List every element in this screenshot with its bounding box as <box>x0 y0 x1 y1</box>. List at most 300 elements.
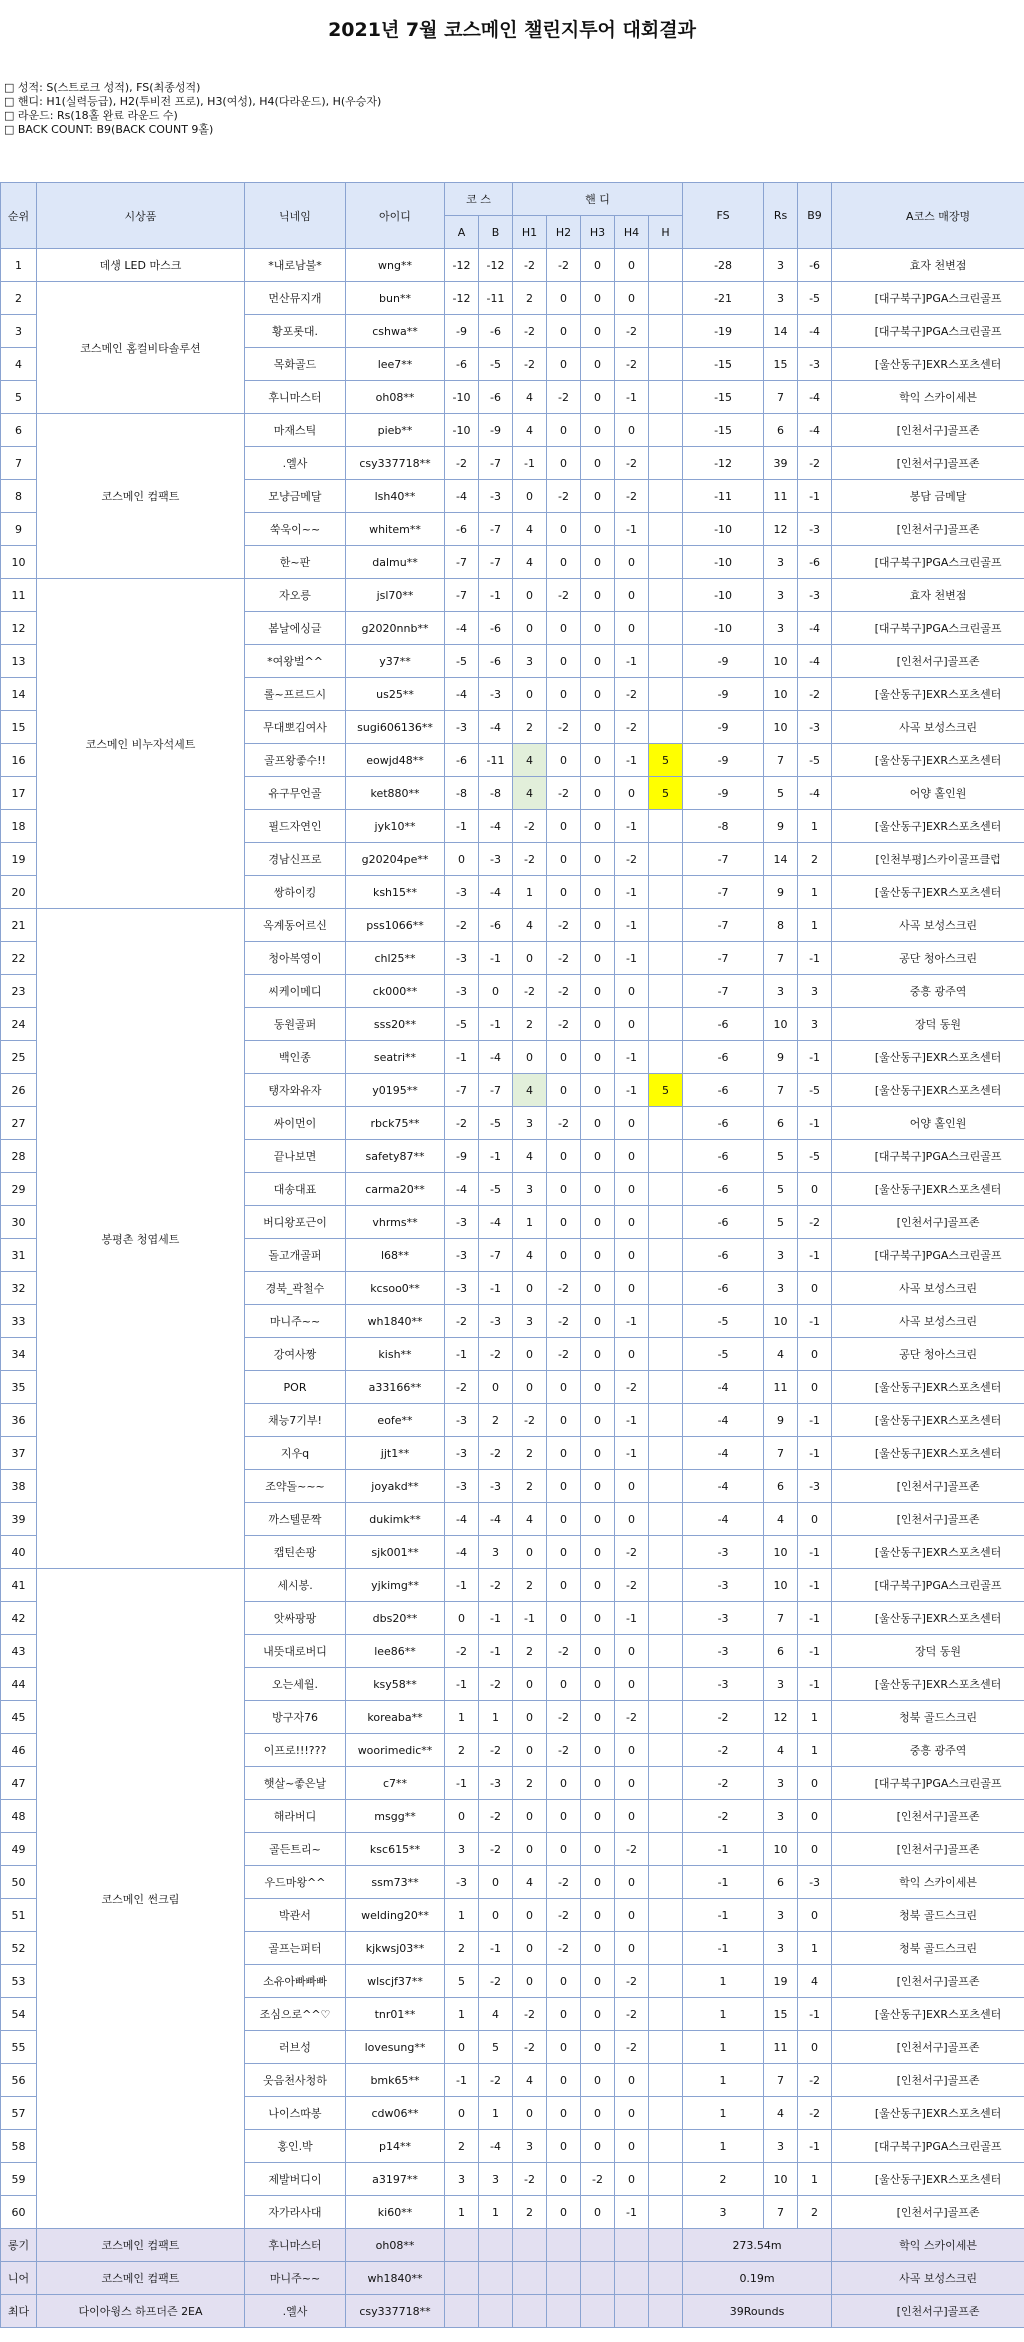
cell-id: a3197** <box>346 2163 445 2196</box>
cell-b9: -2 <box>798 678 832 711</box>
cell-h4: -2 <box>615 315 649 348</box>
cell-rank: 41 <box>1 1569 37 1602</box>
cell-b9: 1 <box>798 1932 832 1965</box>
cell-h4: -1 <box>615 810 649 843</box>
cell-award: 니어 <box>1 2262 37 2295</box>
cell-rank: 32 <box>1 1272 37 1305</box>
cell-store: [인천서구]골프존 <box>832 1833 1024 1866</box>
cell-h1: 0 <box>513 1338 547 1371</box>
cell-rs: 9 <box>764 1041 798 1074</box>
cell-h4: -1 <box>615 942 649 975</box>
cell-id: tnr01** <box>346 1998 445 2031</box>
cell-fs: -9 <box>683 711 764 744</box>
cell-h4: -1 <box>615 909 649 942</box>
cell-h4: -2 <box>615 843 649 876</box>
cell-nickname: 쌍하이킹 <box>245 876 346 909</box>
cell-h <box>649 1635 683 1668</box>
cell-fs: -4 <box>683 1371 764 1404</box>
cell-a: 3 <box>445 1833 479 1866</box>
cell-nickname: 목화골드 <box>245 348 346 381</box>
cell-store: [인천서구]골프존 <box>832 1206 1024 1239</box>
cell-store: [인천서구]골프존 <box>832 447 1024 480</box>
cell-empty <box>581 2295 615 2328</box>
cell-nickname: 탱자와유자 <box>245 1074 346 1107</box>
cell-h4: 0 <box>615 546 649 579</box>
cell-id: ket880** <box>346 777 445 810</box>
cell-b: -1 <box>479 1602 513 1635</box>
cell-fs: 1 <box>683 2130 764 2163</box>
cell-h1: 0 <box>513 1833 547 1866</box>
cell-rank: 39 <box>1 1503 37 1536</box>
cell-h <box>649 1569 683 1602</box>
cell-store: 공단 청아스크린 <box>832 942 1024 975</box>
cell-h1: 3 <box>513 2130 547 2163</box>
cell-b: -8 <box>479 777 513 810</box>
cell-h3: 0 <box>581 1107 615 1140</box>
cell-b: -1 <box>479 942 513 975</box>
cell-prize: 코스메인 비누자석세트 <box>37 579 245 909</box>
cell-store: 효자 천변점 <box>832 579 1024 612</box>
cell-b9: 0 <box>798 1833 832 1866</box>
cell-h3: 0 <box>581 579 615 612</box>
cell-nickname: 후니마스터 <box>245 381 346 414</box>
cell-rank: 47 <box>1 1767 37 1800</box>
cell-id: lee86** <box>346 1635 445 1668</box>
cell-a: -12 <box>445 249 479 282</box>
cell-h4: 0 <box>615 249 649 282</box>
cell-h4: 0 <box>615 414 649 447</box>
cell-rank: 5 <box>1 381 37 414</box>
cell-h3: 0 <box>581 744 615 777</box>
cell-b: -6 <box>479 381 513 414</box>
cell-nickname: 싸이먼이 <box>245 1107 346 1140</box>
cell-h2: 0 <box>547 1503 581 1536</box>
cell-rank: 27 <box>1 1107 37 1140</box>
cell-h2: -2 <box>547 1734 581 1767</box>
cell-id: rbck75** <box>346 1107 445 1140</box>
cell-b9: -5 <box>798 1140 832 1173</box>
cell-rank: 42 <box>1 1602 37 1635</box>
cell-b: -2 <box>479 2064 513 2097</box>
cell-empty <box>513 2229 547 2262</box>
cell-rs: 3 <box>764 1800 798 1833</box>
cell-a: -1 <box>445 1767 479 1800</box>
cell-h1: 0 <box>513 579 547 612</box>
cell-store: 장덕 동원 <box>832 1008 1024 1041</box>
cell-h3: 0 <box>581 2196 615 2229</box>
cell-h3: 0 <box>581 678 615 711</box>
cell-fs: -2 <box>683 1767 764 1800</box>
cell-h2: -2 <box>547 1701 581 1734</box>
cell-a: 0 <box>445 1800 479 1833</box>
cell-h3: 0 <box>581 1437 615 1470</box>
legend <box>0 81 1024 182</box>
cell-b: 1 <box>479 1701 513 1734</box>
cell-h <box>649 513 683 546</box>
cell-fs: -10 <box>683 579 764 612</box>
cell-h4: 0 <box>615 1503 649 1536</box>
cell-b9: 0 <box>798 1800 832 1833</box>
cell-id: jsl70** <box>346 579 445 612</box>
cell-h2: 0 <box>547 1404 581 1437</box>
cell-h1: -1 <box>513 447 547 480</box>
cell-h4: 0 <box>615 1668 649 1701</box>
cell-b9: -1 <box>798 2130 832 2163</box>
cell-id: wh1840** <box>346 1305 445 1338</box>
cell-nickname: 자가라사대 <box>245 2196 346 2229</box>
cell-rs: 10 <box>764 2163 798 2196</box>
cell-h2: 0 <box>547 678 581 711</box>
cell-rs: 7 <box>764 1602 798 1635</box>
cell-nickname: 유구무언골 <box>245 777 346 810</box>
cell-empty <box>547 2229 581 2262</box>
cell-h <box>649 1965 683 1998</box>
special-row <box>1 2262 1024 2295</box>
cell-h <box>649 480 683 513</box>
cell-h3: 0 <box>581 1503 615 1536</box>
cell-a: 1 <box>445 2196 479 2229</box>
cell-h <box>649 1503 683 1536</box>
cell-h4: -2 <box>615 348 649 381</box>
cell-h2: -2 <box>547 480 581 513</box>
legend-score: □ 성적: S(스트로크 성적), FS(최종성적) <box>4 81 201 94</box>
cell-store: [울산동구]EXR스포츠센터 <box>832 1536 1024 1569</box>
cell-h1: 0 <box>513 1371 547 1404</box>
cell-h <box>649 414 683 447</box>
cell-fs: -3 <box>683 1602 764 1635</box>
cell-h2: 0 <box>547 1833 581 1866</box>
cell-h4: 0 <box>615 1635 649 1668</box>
cell-rank: 12 <box>1 612 37 645</box>
cell-store: [울산동구]EXR스포츠센터 <box>832 1074 1024 1107</box>
cell-rank: 59 <box>1 2163 37 2196</box>
cell-record: 39Rounds <box>683 2295 832 2328</box>
cell-h4: -1 <box>615 744 649 777</box>
cell-h <box>649 2130 683 2163</box>
cell-h2: -2 <box>547 711 581 744</box>
cell-h <box>649 315 683 348</box>
cell-h2: 0 <box>547 1767 581 1800</box>
cell-rs: 10 <box>764 1569 798 1602</box>
cell-rank: 28 <box>1 1140 37 1173</box>
cell-nickname: 롤~프르드시 <box>245 678 346 711</box>
cell-h1: 0 <box>513 1800 547 1833</box>
cell-nickname: 세시봉. <box>245 1569 346 1602</box>
cell-b: 3 <box>479 1536 513 1569</box>
cell-b: -1 <box>479 1008 513 1041</box>
cell-id: woorimedic** <box>346 1734 445 1767</box>
cell-id: sss20** <box>346 1008 445 1041</box>
cell-rank: 24 <box>1 1008 37 1041</box>
cell-b9: -1 <box>798 1536 832 1569</box>
cell-h3: 0 <box>581 612 615 645</box>
cell-empty <box>581 2229 615 2262</box>
cell-fs: -1 <box>683 1833 764 1866</box>
cell-h4: 0 <box>615 2130 649 2163</box>
cell-prize: 코스메인 컴팩트 <box>37 2229 245 2262</box>
cell-b: 5 <box>479 2031 513 2064</box>
cell-b9: -1 <box>798 1569 832 1602</box>
cell-store: 공단 청아스크린 <box>832 1338 1024 1371</box>
cell-b: -7 <box>479 447 513 480</box>
cell-h2: 0 <box>547 1668 581 1701</box>
cell-h4: 0 <box>615 1338 649 1371</box>
cell-rs: 7 <box>764 2196 798 2229</box>
cell-prize: 코스메인 홈컬비타솔루션 <box>37 282 245 414</box>
cell-rank: 52 <box>1 1932 37 1965</box>
cell-h1: 2 <box>513 711 547 744</box>
cell-store: 사곡 보성스크린 <box>832 1305 1024 1338</box>
cell-h3: 0 <box>581 942 615 975</box>
cell-fs: -10 <box>683 546 764 579</box>
cell-id: lovesung** <box>346 2031 445 2064</box>
cell-rs: 8 <box>764 909 798 942</box>
cell-rs: 12 <box>764 513 798 546</box>
cell-h2: -2 <box>547 579 581 612</box>
cell-a: 2 <box>445 2130 479 2163</box>
cell-b: -3 <box>479 1305 513 1338</box>
cell-h4: 0 <box>615 2064 649 2097</box>
cell-rank: 30 <box>1 1206 37 1239</box>
cell-a: 0 <box>445 2031 479 2064</box>
cell-id: sugi606136** <box>346 711 445 744</box>
cell-h1: 0 <box>513 942 547 975</box>
header-store: A코스 매장명 <box>832 183 1024 249</box>
cell-a: -7 <box>445 579 479 612</box>
cell-h1: 4 <box>513 414 547 447</box>
cell-a: -7 <box>445 546 479 579</box>
cell-fs: -3 <box>683 1536 764 1569</box>
cell-store: 어양 홀인원 <box>832 1107 1024 1140</box>
cell-fs: 2 <box>683 2163 764 2196</box>
cell-rank: 6 <box>1 414 37 447</box>
cell-h2: 0 <box>547 348 581 381</box>
cell-h4: 0 <box>615 777 649 810</box>
cell-h <box>649 678 683 711</box>
cell-rank: 34 <box>1 1338 37 1371</box>
cell-b9: 0 <box>798 1767 832 1800</box>
cell-id: msgg** <box>346 1800 445 1833</box>
header-course: 코 스 <box>445 183 513 216</box>
cell-h3: 0 <box>581 810 615 843</box>
cell-rank: 53 <box>1 1965 37 1998</box>
cell-b9: -4 <box>798 777 832 810</box>
cell-h1: 1 <box>513 1206 547 1239</box>
cell-h <box>649 381 683 414</box>
cell-fs: -19 <box>683 315 764 348</box>
cell-h1: -2 <box>513 249 547 282</box>
cell-h4: -1 <box>615 645 649 678</box>
cell-store: 청북 골드스크린 <box>832 1899 1024 1932</box>
cell-h4: -2 <box>615 480 649 513</box>
cell-store: 중흥 광주역 <box>832 975 1024 1008</box>
cell-rank: 36 <box>1 1404 37 1437</box>
cell-h4: -1 <box>615 876 649 909</box>
cell-b9: -1 <box>798 1107 832 1140</box>
cell-h3: 0 <box>581 1371 615 1404</box>
cell-h2: -2 <box>547 1932 581 1965</box>
cell-b: -7 <box>479 513 513 546</box>
cell-h1: 0 <box>513 1965 547 1998</box>
cell-b: -5 <box>479 1173 513 1206</box>
cell-a: -5 <box>445 1008 479 1041</box>
cell-h4: 0 <box>615 1800 649 1833</box>
cell-h3: 0 <box>581 975 615 1008</box>
cell-store: [울산동구]EXR스포츠센터 <box>832 876 1024 909</box>
cell-empty <box>649 2229 683 2262</box>
cell-fs: -6 <box>683 1140 764 1173</box>
cell-b9: 1 <box>798 909 832 942</box>
cell-rs: 5 <box>764 1206 798 1239</box>
cell-rank: 1 <box>1 249 37 282</box>
cell-h1: 2 <box>513 1767 547 1800</box>
cell-fs: -2 <box>683 1734 764 1767</box>
cell-h3: 0 <box>581 1866 615 1899</box>
cell-fs: -1 <box>683 1899 764 1932</box>
cell-nickname: 봄날에싱글 <box>245 612 346 645</box>
cell-id: ssm73** <box>346 1866 445 1899</box>
cell-rs: 3 <box>764 579 798 612</box>
cell-h2: 0 <box>547 2163 581 2196</box>
cell-h2: 0 <box>547 1602 581 1635</box>
cell-h2: 0 <box>547 1965 581 1998</box>
cell-store: [대구북구]PGA스크린골프 <box>832 2130 1024 2163</box>
header-nickname: 닉네임 <box>245 183 346 249</box>
cell-b9: -2 <box>798 2064 832 2097</box>
cell-b: 1 <box>479 2196 513 2229</box>
cell-h <box>649 1371 683 1404</box>
cell-id: oh08** <box>346 2229 445 2262</box>
cell-b: -4 <box>479 1206 513 1239</box>
cell-store: 청북 골드스크린 <box>832 1932 1024 1965</box>
cell-h3: 0 <box>581 1767 615 1800</box>
cell-h2: 0 <box>547 1371 581 1404</box>
cell-h4: -2 <box>615 1536 649 1569</box>
cell-b9: -3 <box>798 711 832 744</box>
cell-h3: 0 <box>581 1602 615 1635</box>
cell-id: jyk10** <box>346 810 445 843</box>
cell-store: [울산동구]EXR스포츠센터 <box>832 1173 1024 1206</box>
cell-id: lee7** <box>346 348 445 381</box>
cell-nickname: 자오릉 <box>245 579 346 612</box>
cell-h3: 0 <box>581 2097 615 2130</box>
cell-store: [울산동구]EXR스포츠센터 <box>832 1404 1024 1437</box>
cell-h3: 0 <box>581 282 615 315</box>
cell-fs: -7 <box>683 942 764 975</box>
cell-rs: 3 <box>764 1899 798 1932</box>
cell-h <box>649 1140 683 1173</box>
cell-a: 2 <box>445 1932 479 1965</box>
cell-h4: -1 <box>615 381 649 414</box>
cell-store: [울산동구]EXR스포츠센터 <box>832 678 1024 711</box>
cell-rs: 10 <box>764 678 798 711</box>
cell-h4: 0 <box>615 1470 649 1503</box>
cell-nickname: 햇살~좋은날 <box>245 1767 346 1800</box>
cell-store: [인천서구]골프존 <box>832 414 1024 447</box>
cell-fs: -8 <box>683 810 764 843</box>
cell-h4: -2 <box>615 1998 649 2031</box>
cell-rs: 12 <box>764 1701 798 1734</box>
cell-b: -6 <box>479 909 513 942</box>
cell-h1: 2 <box>513 1008 547 1041</box>
cell-h <box>649 1668 683 1701</box>
cell-rank: 15 <box>1 711 37 744</box>
cell-h2: 0 <box>547 810 581 843</box>
cell-a: -10 <box>445 381 479 414</box>
cell-rank: 45 <box>1 1701 37 1734</box>
cell-rs: 3 <box>764 2130 798 2163</box>
cell-h3: 0 <box>581 1140 615 1173</box>
cell-a: 1 <box>445 1998 479 2031</box>
cell-h2: -2 <box>547 1107 581 1140</box>
cell-a: -4 <box>445 480 479 513</box>
cell-fs: -28 <box>683 249 764 282</box>
cell-h2: 0 <box>547 513 581 546</box>
cell-rs: 7 <box>764 2064 798 2097</box>
cell-b9: -1 <box>798 1437 832 1470</box>
cell-a: -4 <box>445 1503 479 1536</box>
cell-fs: -7 <box>683 843 764 876</box>
cell-a: -3 <box>445 942 479 975</box>
cell-b9: -1 <box>798 1239 832 1272</box>
cell-b9: -5 <box>798 744 832 777</box>
cell-h3: 0 <box>581 1536 615 1569</box>
cell-h2: -2 <box>547 942 581 975</box>
cell-id: y37** <box>346 645 445 678</box>
cell-nickname: 제발버디이 <box>245 2163 346 2196</box>
cell-h <box>649 2064 683 2097</box>
cell-rs: 9 <box>764 810 798 843</box>
cell-b: -4 <box>479 876 513 909</box>
cell-h4: -2 <box>615 1833 649 1866</box>
cell-id: c7** <box>346 1767 445 1800</box>
cell-nickname: 백인종 <box>245 1041 346 1074</box>
cell-b9: 1 <box>798 810 832 843</box>
cell-h1: -2 <box>513 2031 547 2064</box>
cell-fs: -6 <box>683 1107 764 1140</box>
cell-b9: 1 <box>798 1701 832 1734</box>
cell-id: eowjd48** <box>346 744 445 777</box>
cell-rank: 11 <box>1 579 37 612</box>
cell-b: -5 <box>479 1107 513 1140</box>
cell-b9: -1 <box>798 1668 832 1701</box>
cell-store: [울산동구]EXR스포츠센터 <box>832 1371 1024 1404</box>
cell-empty <box>513 2295 547 2328</box>
cell-a: -1 <box>445 1338 479 1371</box>
cell-fs: -7 <box>683 909 764 942</box>
table-row <box>1 1569 1024 1602</box>
cell-h2: 0 <box>547 2130 581 2163</box>
cell-empty <box>479 2262 513 2295</box>
cell-store: [울산동구]EXR스포츠센터 <box>832 1437 1024 1470</box>
header-id: 아이디 <box>346 183 445 249</box>
legend-backcount: □ BACK COUNT: B9(BACK COUNT 9홀) <box>4 123 214 136</box>
cell-a: -7 <box>445 1074 479 1107</box>
cell-rs: 19 <box>764 1965 798 1998</box>
header-h1: H1 <box>513 216 547 249</box>
cell-nickname: 웃음천사청하 <box>245 2064 346 2097</box>
cell-h <box>649 1602 683 1635</box>
cell-fs: -9 <box>683 678 764 711</box>
cell-rank: 16 <box>1 744 37 777</box>
cell-h4: -2 <box>615 678 649 711</box>
cell-rs: 11 <box>764 1371 798 1404</box>
cell-fs: -9 <box>683 744 764 777</box>
cell-h2: 0 <box>547 1470 581 1503</box>
cell-id: oh08** <box>346 381 445 414</box>
cell-h4: 0 <box>615 282 649 315</box>
cell-h <box>649 1305 683 1338</box>
